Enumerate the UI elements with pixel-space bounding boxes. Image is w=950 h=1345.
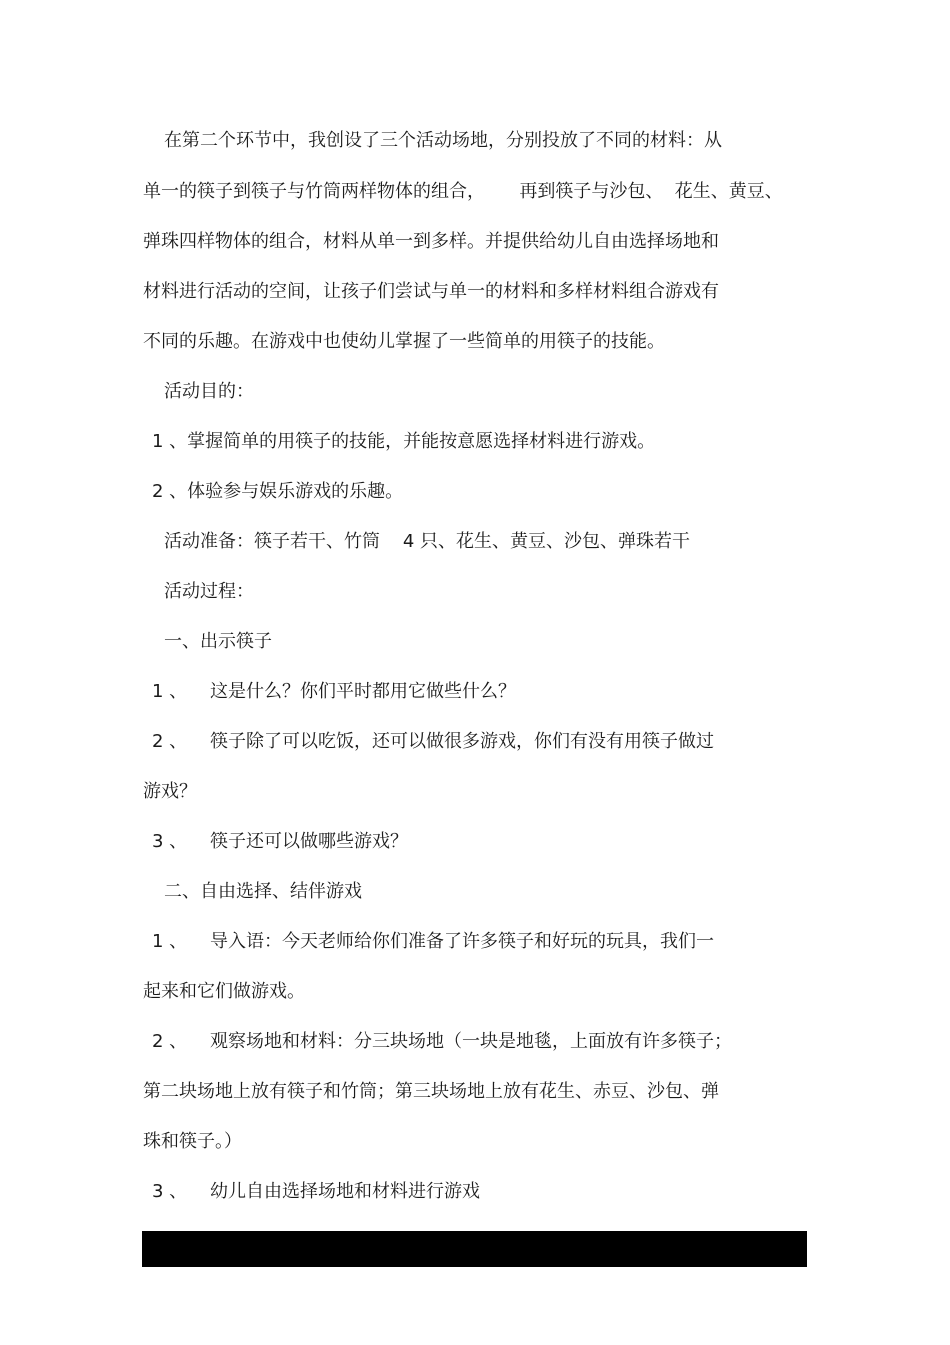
paragraph-line: 在第二个环节中，我创设了三个活动场地，分别投放了不同的材料：从 [164,130,722,151]
section-heading: 活动目的： [164,381,254,402]
section-heading: 一、出示筷子 [164,631,272,652]
paragraph-line: 材料进行活动的空间，让孩子们尝试与单一的材料和多样材料组合游戏有 [143,281,719,302]
list-item: 2 、体验参与娱乐游戏的乐趣。 [152,481,404,502]
paragraph-line: 活动准备：筷子若干、竹筒 4 只、花生、黄豆、沙包、弹珠若干 [164,531,691,552]
paragraph-line: 单一的筷子到筷子与竹筒两样物体的组合， 再到筷子与沙包、 花生、黄豆、 [143,181,783,202]
list-item: 1 、 这是什么？你们平时都用它做些什么？ [152,681,517,702]
list-item: 2 、 筷子除了可以吃饭，还可以做很多游戏，你们有没有用筷子做过 [152,731,715,752]
section-heading: 二、自由选择、结伴游戏 [164,881,362,902]
list-item: 1 、掌握简单的用筷子的技能，并能按意愿选择材料进行游戏。 [152,431,656,452]
list-item: 2 、 观察场地和材料：分三块场地（一块是地毯，上面放有许多筷子； [152,1031,733,1052]
paragraph-line: 游戏？ [143,781,197,802]
paragraph-line: 弹珠四样物体的组合，材料从单一到多样。并提供给幼儿自由选择场地和 [143,231,719,252]
list-item: 1 、 导入语：今天老师给你们准备了许多筷子和好玩的玩具，我们一 [152,931,715,952]
paragraph-line: 起来和它们做游戏。 [143,981,305,1002]
list-item: 3 、 筷子还可以做哪些游戏？ [152,831,409,852]
paragraph-line: 珠和筷子。） [143,1131,242,1152]
section-heading: 活动过程： [164,581,254,602]
paragraph-line: 第二块场地上放有筷子和竹筒；第三块场地上放有花生、赤豆、沙包、弹 [143,1081,719,1102]
footer-black-bar [142,1231,807,1267]
list-item: 3 、 幼儿自由选择场地和材料进行游戏 [152,1181,481,1202]
paragraph-line: 不同的乐趣。在游戏中也使幼儿掌握了一些简单的用筷子的技能。 [143,331,665,352]
